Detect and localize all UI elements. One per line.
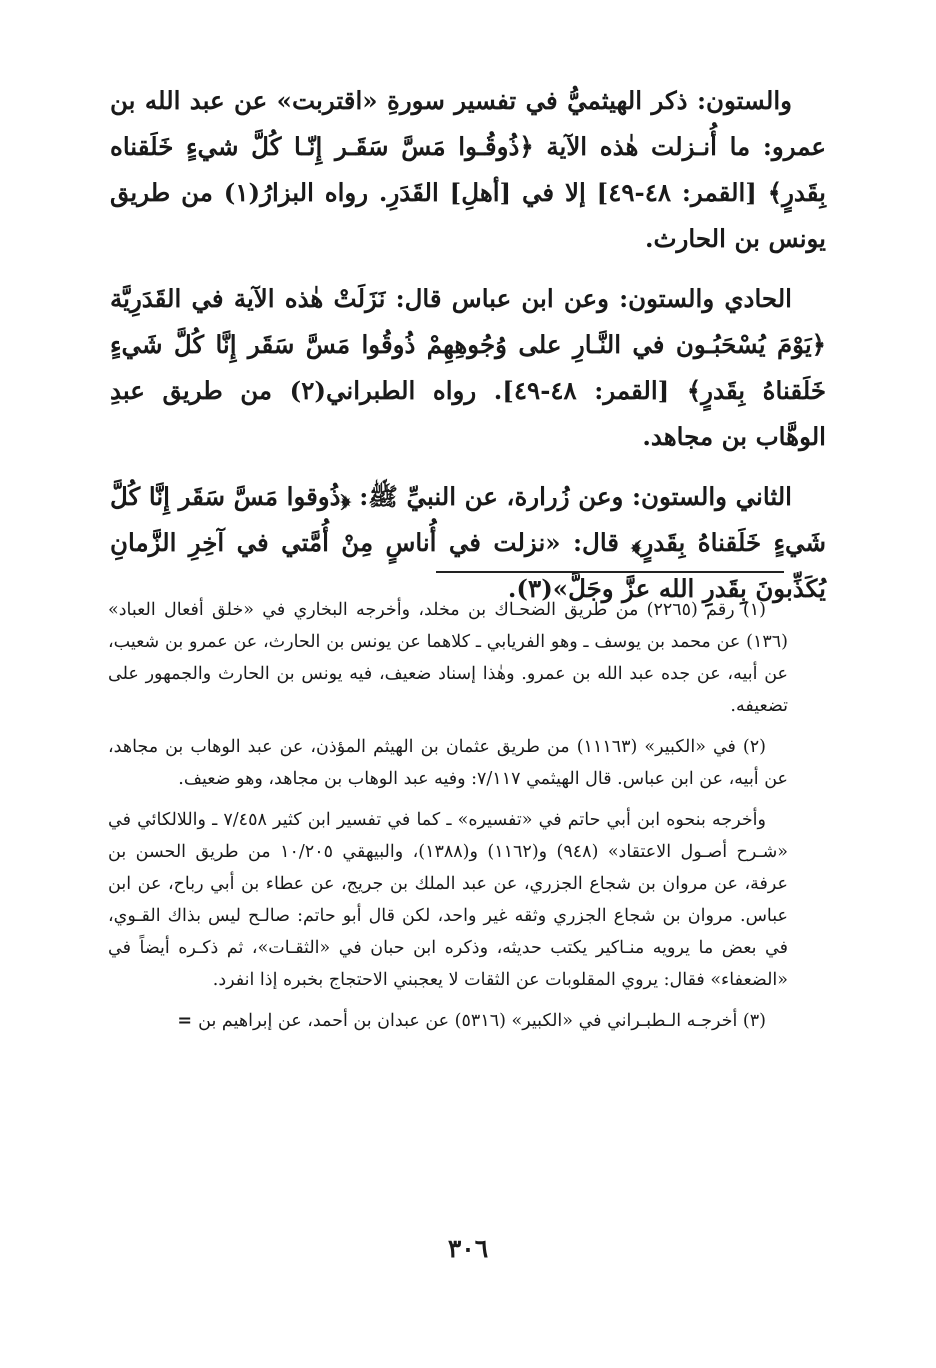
page-number: ٣٠٦ [447, 1234, 489, 1263]
footnote-3: (٣) أخرجـه الـطبـراني في «الكبير» (٥٣١٦) عن عبدان بن أحمد، عن إبراهيم بن = [108, 1005, 788, 1037]
paragraph-sixty-two: الثاني والستون: وعن زُرارة، عن النبيِّ ﷺ: ﴿ذُوقوا مَسَّ سَقَر إِنَّا كُلَّ شَيءٍ خَلَقناهُ بِقَدرٍ﴾ قال: «نزلت في أُناسٍ مِنْ أُمَّتي في آخِرِ الزَّمانِ يُكَذِّبونَ بِقَدرِ الله عزَّ وجَلَّ»(٣). [110, 482, 826, 603]
footnotes [108, 594, 788, 1046]
footnote-2: (٢) في «الكبير» (١١١٦٣) من طريق عثمان بن الهيثم المؤذن، عن عبد الوهاب بن مجاهد، عن أبيه، عن ابن عباس. قال الهيثمي ٧/١١٧: وفيه عبد الوهاب بن مجاهد، وهو ضعيف. [108, 737, 788, 789]
main-text [110, 78, 826, 626]
paragraph-sixty-one: الحادي والستون: وعن ابن عباس قال: نَزَلَتْ هٰذه الآية في القَدَرِيَّة ﴿يَوْمَ يُسْحَبُـون في النَّـارِ على وُجُوهِهِمْ ذُوقُوا مَسَّ سَقَر إِنَّا كُلَّ شَيءٍ خَلَقناهُ بِقَدرٍ﴾ [القمر: ٤٨-٤٩]. رواه الطبراني(٢) من طريق عبدِ الوهَّاب بن مجاهد. [110, 284, 826, 451]
paragraph-sixty: والستون: ذكر الهيثميُّ في تفسير سورةِ «اقتربت» عن عبد الله بن عمرو: ما أُنـزلت هٰذه الآية ﴿ذُوقُـوا مَسَّ سَقَـر إِنّـا كُلَّ شيءٍ خَلَقناه بِقَدرٍ﴾ [القمر: ٤٨-٤٩] إلا في [أهلِ] القَدَرِ. رواه البزارُ(١) من طريق يونس بن الحارث. [110, 86, 826, 253]
footnote-2-continuation: وأخرجه بنحوه ابن أبي حاتم في «تفسيره» ـ كما في تفسير ابن كثير ٧/٤٥٨ ـ واللالكائي في «شـرح أصـول الاعتقاد» (٩٤٨) و(١١٦٢) و(١٣٨٨)، والبيهقي ١٠/٢٠٥ من طريق الحسن بن عرفة، عن مروان بن شجاع الجزري، عن عبد الملك بن جريج، عن عطاء بن أبي رباح، عن ابن عباس. مروان بن شجاع الجزري وثقه غير واحد، لكن قال أبو حاتم: صالـح ليس بذاك القـوي، في بعض ما يرويه منـاكير يكتب حديثه، وذكره ابن حبان في «الثقـات»، ثم ذكـره أيضاً في «الضعفاء» فقال: يروي المقلوبات عن الثقات لا يعجبني الاحتجاج بخبره إذا انفرد. [108, 810, 788, 990]
footnote-1: (١) رقم (٢٢٦٥) من طريق الضحـاك بن مخلد، وأخرجه البخاري في «خلق أفعال العباد» (١٣٦) عن محمد بن يوسف ـ وهو الفريابي ـ كلاهما عن يونس بن الحارث، عن عمرو بن شعيب، عن أبيه، عن جده عبد الله بن عمرو. وهٰذا إسناد ضعيف، فيه يونس بن الحارث والجمهور على تضعيفه. [108, 600, 788, 716]
footnote-separator [436, 571, 784, 573]
